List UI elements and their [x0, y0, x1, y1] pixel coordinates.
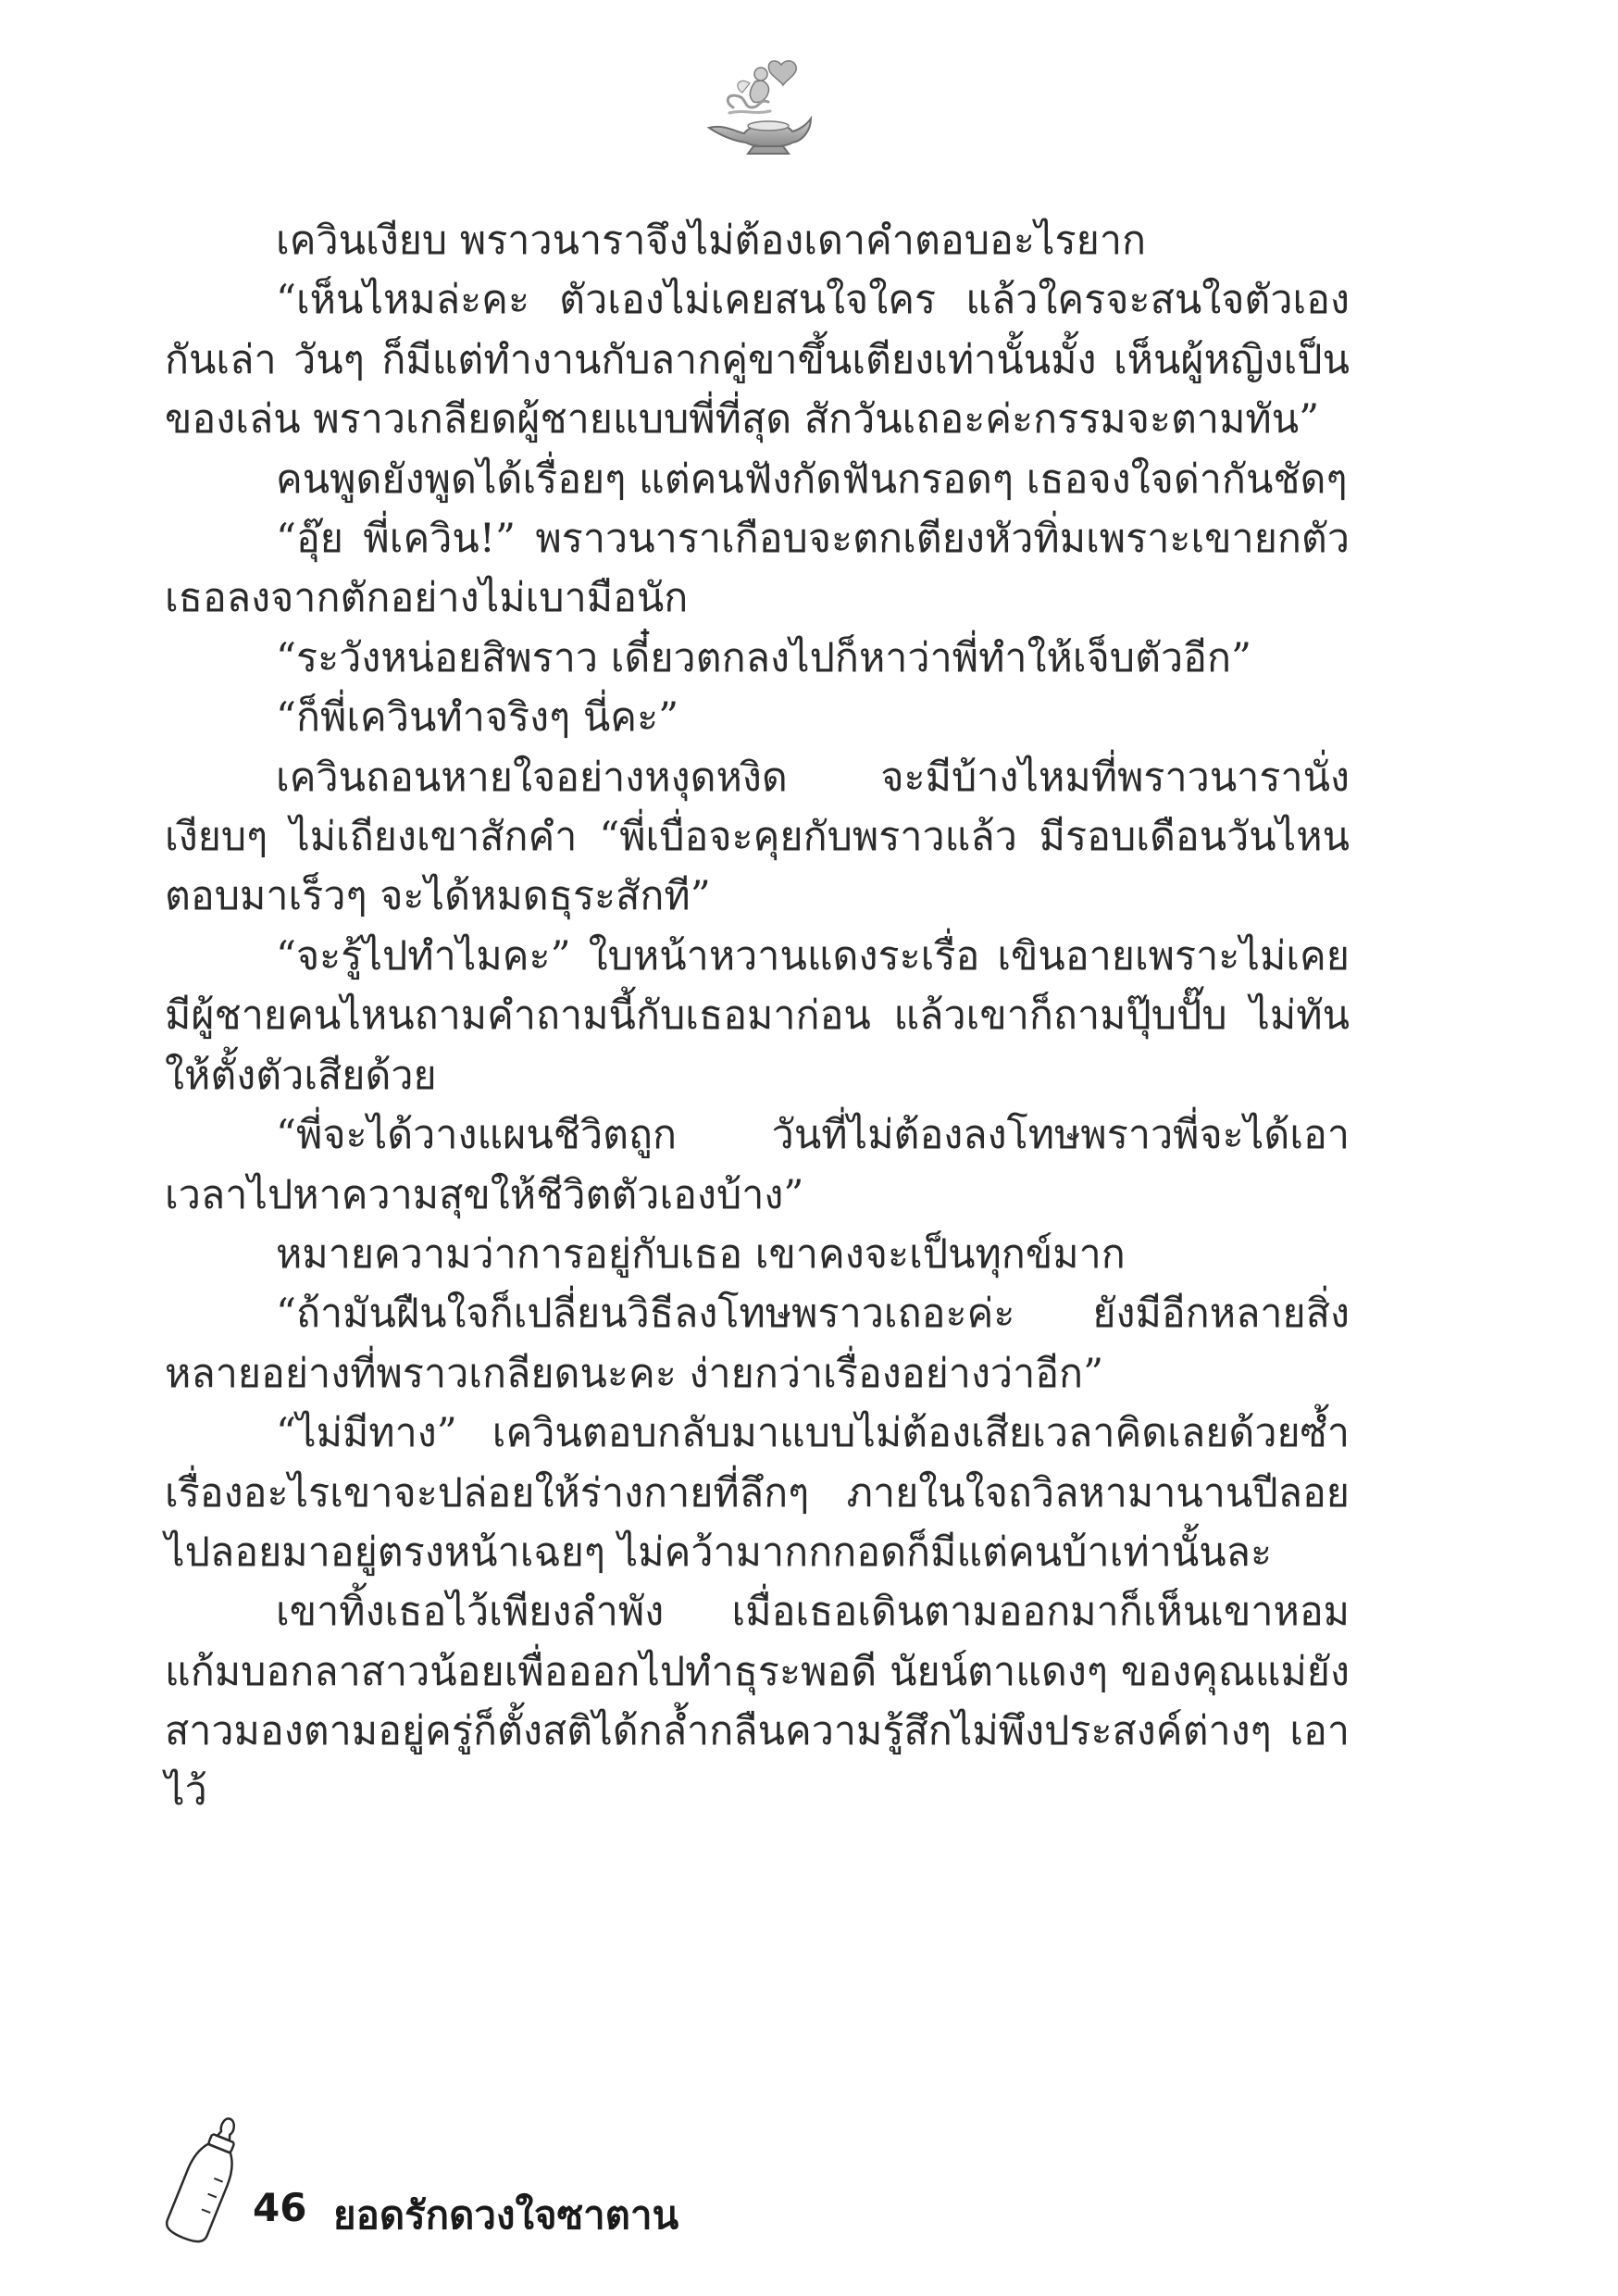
paragraph: “พี่จะได้วางแผนชีวิตถูก วันที่ไม่ต้องลงโทษพราวพี่จะได้เอาเวลาไปหาความสุขให้ชีวิตตัวเองบ้าง”: [165, 1112, 1350, 1218]
paragraph: “ระวังหน่อยสิพราว เดี๋ยวตกลงไปก็หาว่าพี่ทำให้เจ็บตัวอีก”: [276, 634, 1252, 681]
page-footer: [165, 2111, 998, 2250]
baby-bottle-icon: [165, 2111, 248, 2250]
paragraph: “ถ้ามันฝืนใจก็เปลี่ยนวิธีลงโทษพราวเถอะค่ะ ยังมีอีกหลายสิ่งหลายอย่างที่พราวเกลียดนะคะ ง่ายกว่าเรื่องอย่างว่าอีก”: [165, 1291, 1350, 1397]
paragraph: “ก็พี่เควินทำจริงๆ นี่คะ”: [276, 694, 679, 742]
paragraph: เขาทิ้งเธอไว้เพียงลำพัง เมื่อเธอเดินตามออกมาก็เห็นเขาหอมแก้มบอกลาสาวน้อยเพื่อออกไปทำธุระพอดี นัยน์ตาแดงๆ ของคุณแม่ยังสาวมองตามอยู่ครู่ก็ตั้งสติได้กล้ำกลืนความรู้สึกไม่พึงประสงค์ต่างๆ เอาไว้: [165, 1589, 1350, 1815]
paragraph: หมายความว่าการอยู่กับเธอ เขาคงจะเป็นทุกข์มาก: [276, 1230, 1126, 1278]
body-text: [165, 211, 1350, 1821]
paragraph: “อุ๊ย พี่เควิน!” พราวนาราเกือบจะตกเตียงหัวทิ่มเพราะเขายกตัวเธอลงจากตักอย่างไม่เบามือนัก: [165, 516, 1350, 622]
paragraph: เควินเงียบ พราวนาราจึงไม่ต้องเดาคำตอบอะไรยาก: [276, 218, 1147, 264]
paragraph: เควินถอนหายใจอย่างหงุดหงิด จะมีบ้างไหมที่พราวนารานั่งเงียบๆ ไม่เถียงเขาสักคำ “พี่เบื่อจะคุยกับพราวแล้ว มีรอบเดือนวันไหนตอบมาเร็วๆ จะได้หมดธุระสักที”: [165, 754, 1350, 920]
book-title: ยอดรักดวงใจซาตาน: [333, 2192, 679, 2238]
genie-lamp-cupid-icon: [696, 56, 816, 157]
paragraph: คนพูดยังพูดได้เรื่อยๆ แต่คนฟังกัดฟันกรอดๆ เธอจงใจด่ากันชัดๆ: [276, 455, 1348, 503]
paragraph: “ไม่มีทาง” เควินตอบกลับมาแบบไม่ต้องเสียเวลาคิดเลยด้วยซ้ำ เรื่องอะไรเขาจะปล่อยให้ร่างกายที่ลึกๆ ภายในใจถวิลหามานานปีลอยไปลอยมาอยู่ตรงหน้าเฉยๆ ไม่คว้ามากกกอดก็มีแต่คนบ้าเท่านั้นละ: [165, 1410, 1350, 1576]
paragraph: “จะรู้ไปทำไมคะ” ใบหน้าหวานแดงระเรื่อ เขินอายเพราะไม่เคยมีผู้ชายคนไหนถามคำถามนี้กับเธอมาก่อน แล้วเขาก็ถามปุ๊บปั๊บ ไม่ทันให้ตั้งตัวเสียด้วย: [165, 932, 1350, 1099]
page-number: 46: [253, 2185, 307, 2230]
paragraph: “เห็นไหมล่ะคะ ตัวเองไม่เคยสนใจใคร แล้วใครจะสนใจตัวเองกันเล่า วันๆ ก็มีแต่ทำงานกับลากคู่ขาขึ้นเตียงเท่านั้นมั้ง เห็นผู้หญิงเป็นของเล่น พราวเกลียดผู้ชายแบบพี่ที่สุด สักวันเถอะค่ะกรรมจะตามทัน”: [165, 277, 1350, 443]
